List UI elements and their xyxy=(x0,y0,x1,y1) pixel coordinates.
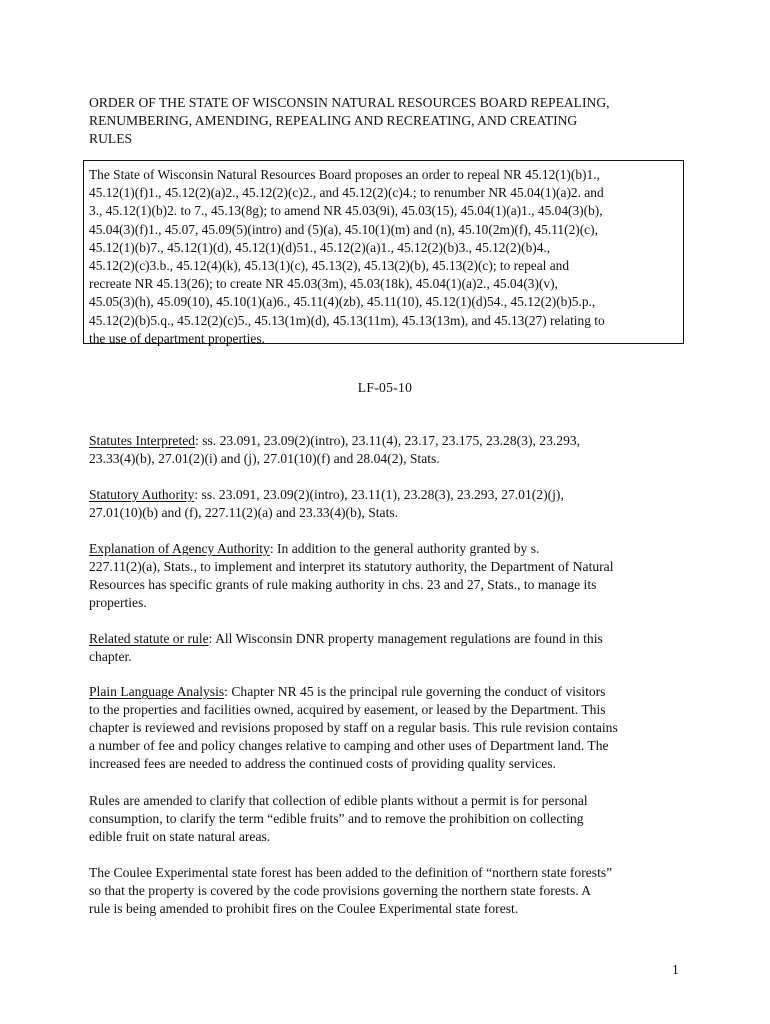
paragraph-line: edible fruit on state natural areas. xyxy=(89,829,271,844)
paragraph-line: The Coulee Experimental state forest has been added to the definition of “northern state forests” xyxy=(89,865,613,880)
paragraph-line: 27.01(10)(b) and (f), 227.11(2)(a) and 23.33(4)(b), Stats. xyxy=(89,505,399,520)
section-text: : Chapter NR 45 is the principal rule governing the conduct of visitors xyxy=(224,684,606,699)
title-line: RENUMBERING, AMENDING, REPEALING AND RECREATING, AND CREATING xyxy=(89,113,578,128)
title-line: RULES xyxy=(89,131,133,146)
section-label: Explanation of Agency Authority xyxy=(89,541,270,556)
title-line: ORDER OF THE STATE OF WISCONSIN NATURAL RESOURCES BOARD REPEALING, xyxy=(89,95,610,110)
paragraph-line: Rules are amended to clarify that collection of edible plants without a permit is for personal xyxy=(89,793,588,808)
statutory-authority-paragraph xyxy=(89,486,689,522)
paragraph-line xyxy=(89,683,689,701)
page-number: 1 xyxy=(672,962,679,977)
explanation-authority-paragraph xyxy=(89,540,689,612)
paragraph-line: rule is being amended to prohibit fires on the Coulee Experimental state forest. xyxy=(89,901,519,916)
paragraph-line: 23.33(4)(b), 27.01(2)(i) and (j), 27.01(10)(f) and 28.04(2), Stats. xyxy=(89,451,440,466)
section-label: Plain Language Analysis xyxy=(89,684,225,699)
section-label: Statutory Authority xyxy=(89,487,195,502)
paragraph-line xyxy=(89,486,689,504)
paragraph-line: so that the property is covered by the code provisions governing the northern state forests. A xyxy=(89,883,592,898)
paragraph-line: chapter is reviewed and revisions proposed by staff on a regular basis. This rule revision contains xyxy=(89,720,618,735)
section-text: : In addition to the general authority granted by s. xyxy=(269,541,540,556)
paragraph-line: chapter. xyxy=(89,649,132,664)
paragraph-line: properties. xyxy=(89,595,147,610)
order-title xyxy=(89,94,689,148)
summary-line: 45.04(3)(f)1., 45.07, 45.09(5)(intro) and (5)(a), 45.10(1)(m) and (n), 45.10(2m)(f), 45.11(2)(c), xyxy=(89,221,598,237)
section-text: : ss. 23.091, 23.09(2)(intro), 23.11(1), 23.28(3), 23.293, 27.01(2)(j), xyxy=(194,487,564,502)
summary-line: 3., 45.12(1)(b)2. to 7., 45.13(8g); to amend NR 45.03(9i), 45.03(15), 45.04(1)(a)1., 45.04(3)(b), xyxy=(89,203,603,219)
plain-language-paragraph xyxy=(89,683,689,773)
related-statute-paragraph xyxy=(89,630,689,666)
summary-line: The State of Wisconsin Natural Resources Board proposes an order to repeal NR 45.12(1)(b)1., xyxy=(89,167,600,182)
paragraph-line: Resources has specific grants of rule making authority in chs. 23 and 27, Stats., to manage its xyxy=(89,577,597,592)
summary-line: 45.12(2)(c)3.b., 45.12(4)(k), 45.13(1)(c), 45.13(2), 45.13(2)(b), 45.13(2)(c); to repeal and xyxy=(89,258,570,274)
statutes-interpreted-paragraph xyxy=(89,432,689,468)
paragraph-line: a number of fee and policy changes relative to camping and other uses of Department land. The xyxy=(89,738,609,753)
section-label: Statutes Interpreted xyxy=(89,433,196,448)
summary-line: 45.12(1)(b)7., 45.12(1)(d), 45.12(1)(d)51., 45.12(2)(a)1., 45.12(2)(b)3., 45.12(2)(b)4., xyxy=(89,239,551,255)
summary-line: the use of department properties. xyxy=(89,330,265,346)
paragraph-line: to the properties and facilities owned, acquired by easement, or leased by the Department. This xyxy=(89,702,606,717)
edible-plants-paragraph xyxy=(89,792,689,846)
paragraph-line: consumption, to clarify the term “edible fruits” and to remove the prohibition on collecting xyxy=(89,811,584,826)
coulee-forest-paragraph xyxy=(89,864,689,918)
paragraph-line: 227.11(2)(a), Stats., to implement and interpret its statutory authority, the Department of Natural xyxy=(89,559,614,574)
summary-line: recreate NR 45.13(26); to create NR 45.03(3m), 45.03(18k), 45.04(1)(a)2., 45.04(3)(v), xyxy=(89,276,558,292)
summary-line: 45.05(3)(h), 45.09(10), 45.10(1)(a)6., 45.11(4)(zb), 45.11(10), 45.12(1)(d)54., 45.12(2)(b)5.p., xyxy=(89,294,596,310)
document-number: LF-05-10 xyxy=(357,380,413,395)
paragraph-line: increased fees are needed to address the continued costs of providing quality services. xyxy=(89,756,556,771)
paragraph-line xyxy=(89,432,689,450)
paragraph-line xyxy=(89,630,689,648)
section-text: : All Wisconsin DNR property management regulations are found in this xyxy=(208,631,603,646)
section-text: : ss. 23.091, 23.09(2)(intro), 23.11(4), 23.17, 23.175, 23.28(3), 23.293, xyxy=(195,433,581,448)
summary-line: 45.12(2)(b)5.q., 45.12(2)(c)5., 45.13(1m)(d), 45.13(11m), 45.13(13m), and 45.13(27) relating to xyxy=(89,312,605,328)
section-label: Related statute or rule xyxy=(89,631,209,646)
summary-line: 45.12(1)(f)1., 45.12(2)(a)2., 45.12(2)(c)2., and 45.12(2)(c)4.; to renumber NR 45.04(1)(a)2. and xyxy=(89,185,604,201)
summary-box xyxy=(83,160,684,344)
paragraph-line xyxy=(89,540,689,558)
